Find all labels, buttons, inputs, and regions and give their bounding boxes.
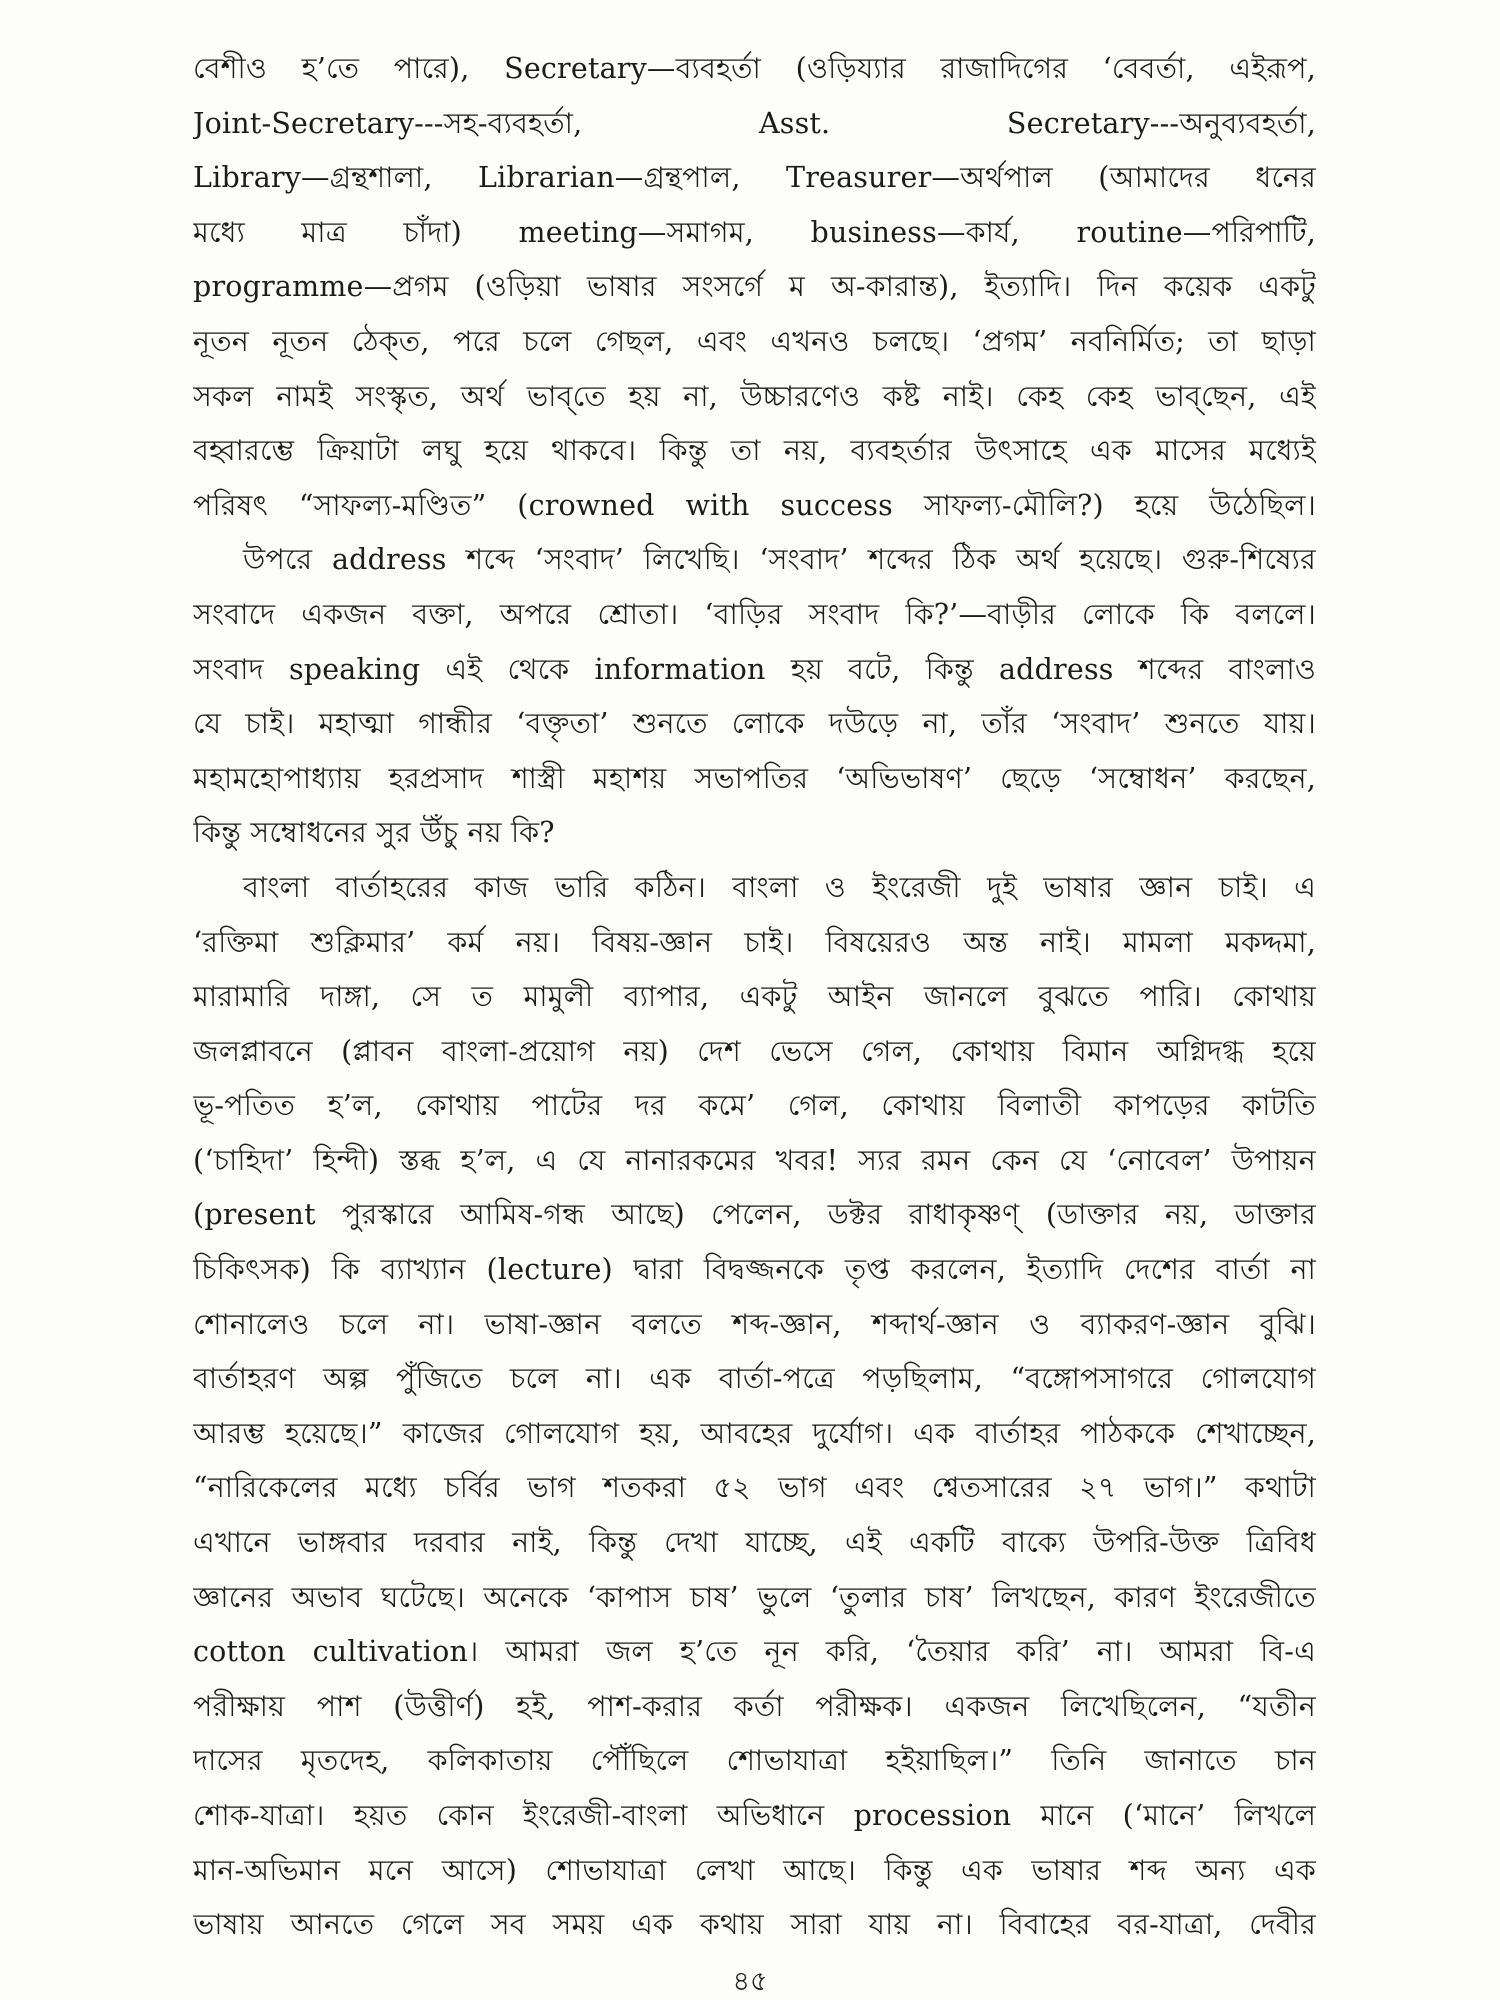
body-text <box>193 42 1316 1953</box>
text-line-12: সংবাদ speaking এই থেকে information হয় বটে, কিন্তু address শব্দের বাংলাও <box>193 652 1316 686</box>
text-line-19: জলপ্লাবনে (প্লাবন বাংলা-প্রয়োগ নয়) দেশ ভেসে গেল, কোথায় বিমান অগ্নিদগ্ধ হয়ে <box>193 1034 1316 1068</box>
text-line-8: বহ্বারম্ভে ক্রিয়াটা লঘু হয়ে থাকবে। কিন্তু তা নয়, ব্যবহর্তার উৎসাহে এক মাসের মধ্যেই <box>193 434 1316 468</box>
text-line-13: যে চাই। মহাত্মা গান্ধীর ‘বক্তৃতা’ শুনতে লোকে দউড়ে না, তাঁর ‘সংবাদ’ শুনতে যায়। <box>193 707 1316 741</box>
text-line-26: আরম্ভ হয়েছে।” কাজের গোলযোগ হয়, আবহের দুর্যোগ। এক বার্তাহর পাঠককে শেখাচ্ছেন, <box>193 1416 1316 1450</box>
text-line-25: বার্তাহরণ অল্প পুঁজিতে চলে না। এক বার্তা-পত্রে পড়ছিলাম, “বঙ্গোপসাগরে গোলযোগ <box>193 1362 1316 1396</box>
text-line-28: এখানে ভাঙ্গবার দরবার নাই, কিন্তু দেখা যাচ্ছে, এই একটি বাক্যে উপরি-উক্ত ত্রিবিধ <box>193 1526 1316 1560</box>
text-line-32: দাসের মৃতদেহ, কলিকাতায় পৌঁছিলে শোভাযাত্রা হইয়াছিল।” তিনি জানাতে চান <box>193 1744 1316 1778</box>
text-line-30: cotton cultivation। আমরা জল হ’তে নূন করি, ‘তৈয়ার করি’ না। আমরা বি-এ <box>193 1635 1316 1669</box>
page-number: ৪৫ <box>732 1966 768 1997</box>
text-line-20: ভূ-পতিত হ’ল, কোথায় পাটের দর কমে’ গেল, কোথায় বিলাতী কাপড়ের কাটতি <box>193 1089 1316 1123</box>
text-line-31: পরীক্ষায় পাশ (উত্তীর্ণ) হই, পাশ-করার কর্তা পরীক্ষক। একজন লিখেছিলেন, “যতীন <box>193 1689 1316 1723</box>
text-line-5: programme—প্রগম (ওড়িয়া ভাষার সংসর্গে ম অ-কারান্ত), ইত্যাদি। দিন কয়েক একটু <box>193 270 1316 304</box>
text-line-34: মান-অভিমান মনে আসে) শোভাযাত্রা লেখা আছে। কিন্তু এক ভাষার শব্দ অন্য এক <box>193 1853 1316 1887</box>
text-line-3: Library—গ্রন্থশালা, Librarian—গ্রন্থপাল, Treasurer—অর্থপাল (আমাদের ধনের <box>193 161 1316 195</box>
text-line-7: সকল নামই সংস্কৃত, অর্থ ভাব্‌তে হয় না, উচ্চারণেও কষ্ট নাই। কেহ কেহ ভাব্‌ছেন, এই <box>193 379 1316 413</box>
text-line-29: জ্ঞানের অভাব ঘটেছে। অনেকে ‘কাপাস চাষ’ ভুলে ‘তুলার চাষ’ লিখছেন, কারণ ইংরেজীতে <box>193 1580 1316 1614</box>
text-line-21: (‘চাহিদা’ হিন্দী) স্তব্ধ হ’ল, এ যে নানারকমের খবর! স্যর রমন কেন যে ‘নোবেল’ উপায়ন <box>193 1143 1316 1177</box>
text-line-10: উপরে address শব্দে ‘সংবাদ’ লিখেছি। ‘সংবাদ’ শব্দের ঠিক অর্থ হয়েছে। গুরু-শিষ্যের <box>243 543 1316 577</box>
text-line-17: ‘রক্তিমা শুক্লিমার’ কর্ম নয়। বিষয়-জ্ঞান চাই। বিষয়েরও অন্ত নাই। মামলা মকদ্দমা, <box>193 925 1316 959</box>
text-line-4: মধ্যে মাত্র চাঁদা) meeting—সমাগম, business—কার্য, routine—পরিপাটি, <box>193 215 1316 249</box>
text-line-1: বেশীও হ’তে পারে), Secretary—ব্যবহর্তা (ওড়িয্যার রাজাদিগের ‘বেবর্তা, এইরূপ, <box>193 52 1316 85</box>
text-line-6: নূতন নূতন ঠেক্‌ত, পরে চলে গেছল, এবং এখনও চলছে। ‘প্রগম’ নবনির্মিত; তা ছাড়া <box>193 324 1316 358</box>
text-line-22: (present পুরস্কারে আমিষ-গন্ধ আছে) পেলেন, ডক্টর রাধাকৃষ্ণণ্‌ (ডাক্তার নয়, ডাক্তার <box>193 1198 1316 1232</box>
text-line-9: পরিষৎ “সাফল্য-মণ্ডিত” (crowned with success সাফল্য-মৌলি?) হয়ে উঠেছিল। <box>193 488 1316 522</box>
text-line-23: চিকিৎসক) কি ব্যাখ্যান (lecture) দ্বারা বিদ্বজ্জনকে তৃপ্ত করলেন, ইত্যাদি দেশের বার্তা না <box>193 1253 1316 1287</box>
text-line-2: Joint-Secretary---সহ-ব্যবহর্তা, Asst. Secretary---অনুব্যবহর্তা, <box>193 106 1316 140</box>
text-line-15: কিন্তু সম্বোধনের সুর উঁচু নয় কি? <box>193 816 555 850</box>
text-line-14: মহামহোপাধ্যায় হরপ্রসাদ শাস্ত্রী মহাশয় সভাপতির ‘অভিভাষণ’ ছেড়ে ‘সম্বোধন’ করছেন, <box>193 761 1316 795</box>
text-line-35: ভাষায় আনতে গেলে সব সময় এক কথায় সারা যায় না। বিবাহের বর-যাত্রা, দেবীর <box>193 1908 1316 1942</box>
text-line-33: শোক-যাত্রা। হয়ত কোন ইংরেজী-বাংলা অভিধানে procession মানে (‘মানে’ লিখলে <box>193 1799 1316 1832</box>
text-line-24: শোনালেও চলে না। ভাষা-জ্ঞান বলতে শব্দ-জ্ঞান, শব্দার্থ-জ্ঞান ও ব্যাকরণ-জ্ঞান বুঝি। <box>193 1307 1316 1341</box>
text-line-18: মারামারি দাঙ্গা, সে ত মামুলী ব্যাপার, একটু আইন জানলে বুঝতে পারি। কোথায় <box>193 980 1316 1014</box>
text-line-27: “নারিকেলের মধ্যে চর্বির ভাগ শতকরা ৫২ ভাগ এবং শ্বেতসারের ২৭ ভাগ।” কথাটা <box>193 1471 1316 1505</box>
text-line-16: বাংলা বার্তাহরের কাজ ভারি কঠিন। বাংলা ও ইংরেজী দুই ভাষার জ্ঞান চাই। এ <box>243 870 1316 904</box>
text-line-11: সংবাদে একজন বক্তা, অপরে শ্রোতা। ‘বাড়ির সংবাদ কি?’—বাড়ীর লোকে কি বললে। <box>193 597 1316 631</box>
